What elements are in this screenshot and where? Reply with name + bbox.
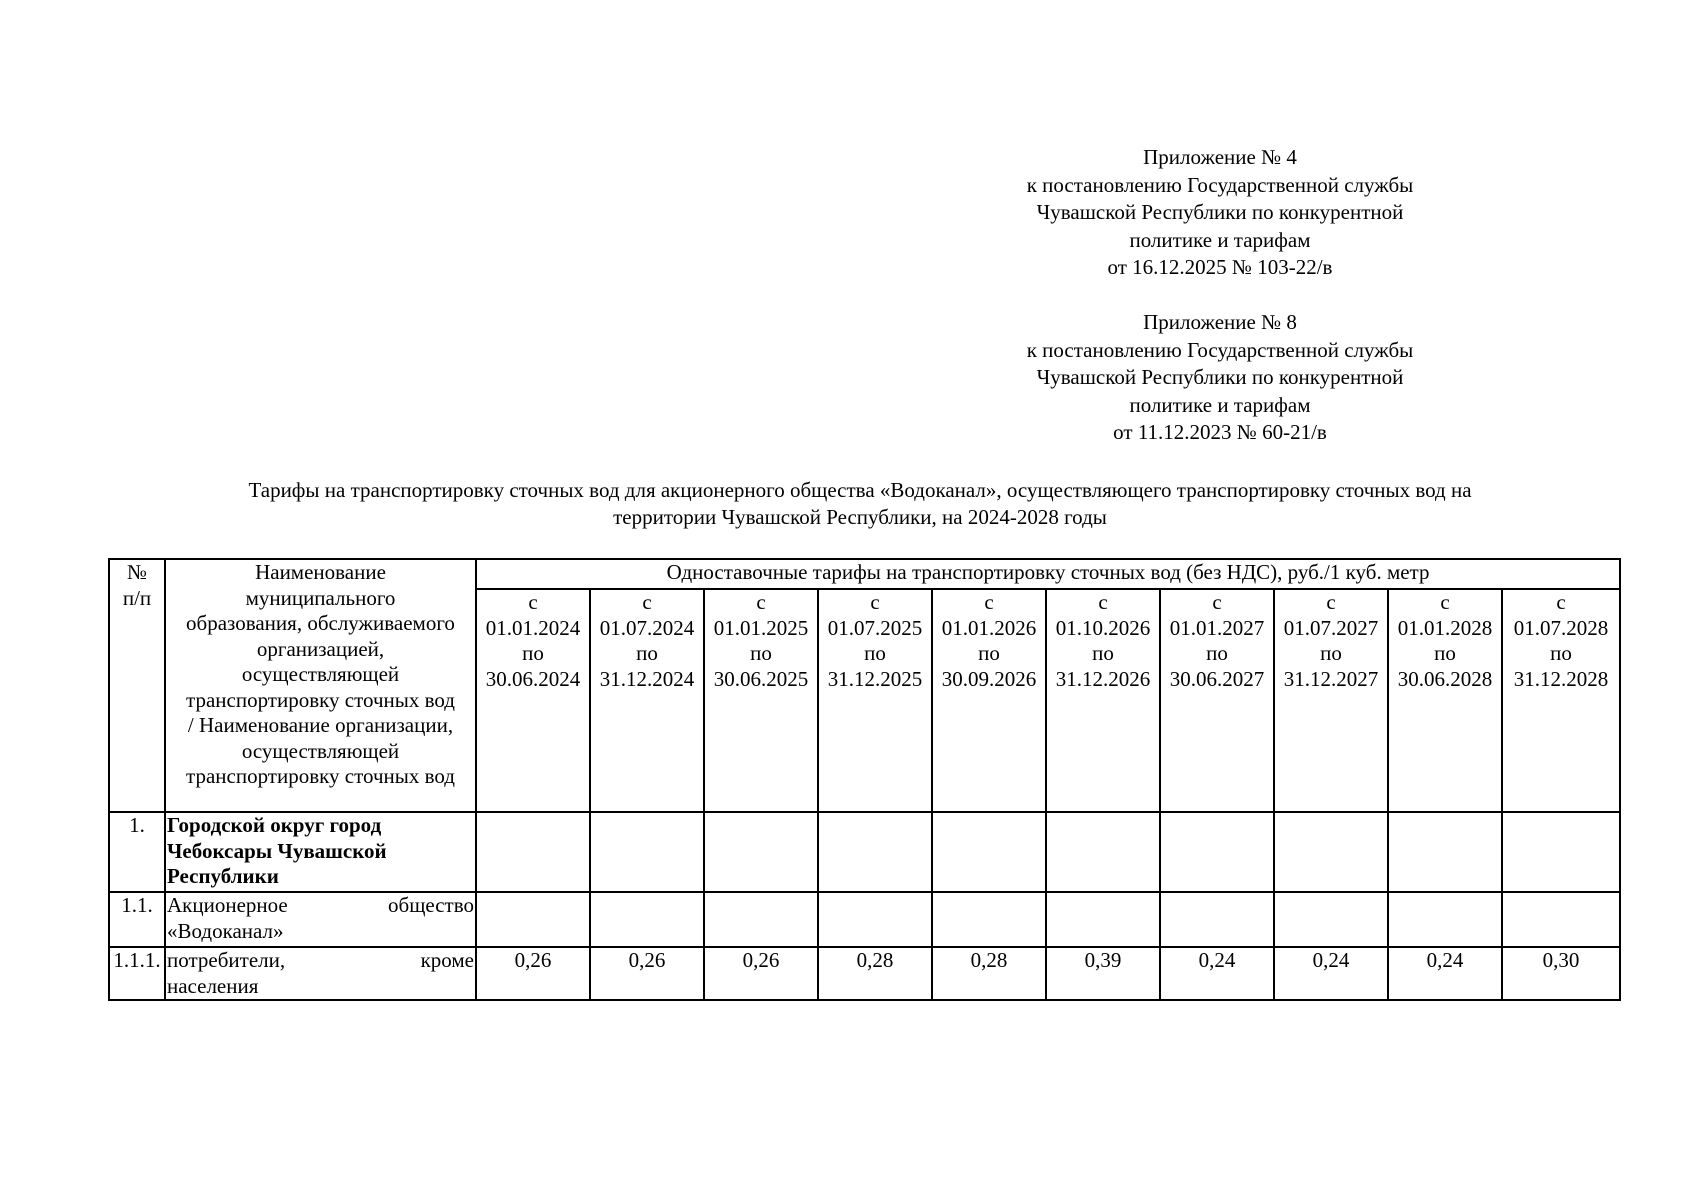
appendix-4-date-number: от 16.12.2025 № 103-22/в — [1107, 255, 1333, 279]
tariff-value-cell — [1046, 892, 1160, 947]
appendix-8-date-number: от 11.12.2023 № 60-21/в — [1113, 420, 1327, 444]
period-from-word: с — [756, 590, 766, 614]
row-number: 1. — [109, 812, 165, 892]
header-name-line: Наименование — [255, 560, 386, 584]
period-header-cell — [1160, 589, 1274, 812]
tariff-value-cell — [704, 812, 818, 892]
period-from-word: с — [1098, 590, 1108, 614]
period-from: 01.10.2026 — [1055, 615, 1151, 640]
period-to: 31.12.2028 — [1513, 666, 1609, 691]
period-from-word: с — [528, 590, 538, 614]
header-name-line: осуществляющей — [241, 662, 400, 686]
period-from-word: с — [870, 590, 880, 614]
appendix-8-title: Приложение № 8 — [1143, 310, 1297, 334]
appendix-4-line-2: Чувашской Республики по конкурентной — [1036, 200, 1404, 224]
period-to: 31.12.2025 — [827, 666, 923, 691]
tariff-value-cell — [1388, 812, 1502, 892]
tariff-value-cell — [1046, 812, 1160, 892]
row-name-line: Городской округ город — [167, 813, 382, 837]
row-name-line: Чебоксары Чувашской — [167, 838, 387, 863]
header-name-line: осуществляющей — [241, 738, 400, 763]
tariff-value-cell — [1160, 892, 1274, 947]
period-to-word: по — [1434, 641, 1456, 665]
period-from: 01.01.2024 — [485, 615, 581, 640]
tariff-value-cell — [1274, 892, 1388, 947]
tariff-value-cell — [1502, 892, 1620, 947]
period-to-word: по — [864, 641, 886, 665]
header-name-line: / Наименование организации, — [187, 713, 454, 737]
header-name-cell — [165, 559, 476, 812]
header-name-line: образования, обслуживаемого — [186, 611, 455, 635]
header-name-line: транспортировку сточных вод — [186, 687, 455, 712]
tariff-value-cell — [476, 892, 590, 947]
tariff-value-cell: 0,30 — [1502, 947, 1620, 1000]
period-from-word: с — [1440, 590, 1450, 614]
tariff-value-cell — [1160, 812, 1274, 892]
table-row — [109, 892, 1620, 947]
tariff-value-cell: 0,26 — [590, 947, 704, 1000]
header-number-cell — [109, 559, 165, 812]
header-tariff-group: Одноставочные тарифы на транспортировку сточных вод (без НДС), руб./1 куб. метр — [476, 559, 1620, 589]
appendix-4-title: Приложение № 4 — [1143, 145, 1297, 169]
tariff-value-cell — [1502, 812, 1620, 892]
header-name-line: транспортировку сточных вод — [186, 764, 455, 788]
period-from: 01.01.2027 — [1169, 615, 1265, 640]
period-to-word: по — [1320, 641, 1342, 665]
row-name-line: Акционерное общество — [167, 893, 474, 917]
appendix-8-line-2: Чувашской Республики по конкурентной — [1036, 365, 1404, 389]
period-to: 31.12.2024 — [599, 666, 695, 691]
appendix-4-block — [1000, 144, 1440, 282]
tariff-value-cell: 0,26 — [704, 947, 818, 1000]
period-from: 01.07.2024 — [599, 615, 695, 640]
period-to-word: по — [1550, 641, 1572, 665]
tariff-value-cell: 0,26 — [476, 947, 590, 1000]
period-from-word: с — [1556, 590, 1566, 614]
tariff-value-cell — [1274, 812, 1388, 892]
period-header-cell — [590, 589, 704, 812]
tariff-value-cell — [932, 892, 1046, 947]
tariff-value-cell: 0,24 — [1274, 947, 1388, 1000]
table-row — [109, 947, 1620, 1000]
tariff-value-cell — [590, 812, 704, 892]
period-from: 01.01.2025 — [713, 615, 809, 640]
period-from-word: с — [984, 590, 994, 614]
tariff-value-cell: 0,39 — [1046, 947, 1160, 1000]
header-number-line-2: п/п — [122, 585, 152, 610]
period-header-cell — [818, 589, 932, 812]
period-header-cell — [932, 589, 1046, 812]
period-header-cell — [704, 589, 818, 812]
period-to-word: по — [978, 641, 1000, 665]
row-name — [165, 892, 476, 947]
period-to: 30.06.2027 — [1169, 666, 1265, 691]
period-from-word: с — [1326, 590, 1336, 614]
period-from-word: с — [642, 590, 652, 614]
period-from-word: с — [1212, 590, 1222, 614]
document-title-line-1: Тарифы на транспортировку сточных вод для акционерного общества «Водоканал», осуществляющего транспортировку сточных вод на — [248, 478, 1472, 502]
period-from: 01.07.2027 — [1283, 615, 1379, 640]
header-number-line-1: № — [126, 560, 148, 584]
period-header-cell — [1502, 589, 1620, 812]
period-from: 01.07.2028 — [1513, 615, 1609, 640]
appendix-8-line-1: к постановлению Государственной службы — [1026, 337, 1414, 362]
period-to: 30.06.2028 — [1397, 666, 1493, 691]
tariff-value-cell — [1388, 892, 1502, 947]
tariff-value-cell: 0,24 — [1388, 947, 1502, 1000]
tariff-value-cell: 0,24 — [1160, 947, 1274, 1000]
period-header-cell — [476, 589, 590, 812]
tariff-value-cell — [704, 892, 818, 947]
row-name-line: «Водоканал» — [167, 918, 284, 943]
period-to-word: по — [750, 641, 772, 665]
row-name — [165, 947, 476, 1000]
period-to: 30.06.2025 — [713, 666, 809, 691]
tariff-value-cell — [590, 892, 704, 947]
row-name-line: Республики — [167, 864, 279, 888]
header-name-line: муниципального — [245, 585, 396, 610]
tariff-value-cell — [476, 812, 590, 892]
period-from: 01.01.2026 — [941, 615, 1037, 640]
period-to-word: по — [1092, 641, 1114, 665]
tariff-value-cell — [818, 892, 932, 947]
header-row-1 — [109, 559, 1620, 589]
period-to-word: по — [636, 641, 658, 665]
appendix-8-line-3: политике и тарифам — [1129, 392, 1311, 417]
row-name-line: населения — [167, 973, 259, 998]
tariff-value-cell — [932, 812, 1046, 892]
row-name-line: потребители, кроме — [167, 948, 474, 972]
row-number: 1.1. — [109, 892, 165, 947]
period-header-cell — [1046, 589, 1160, 812]
period-header-cell — [1274, 589, 1388, 812]
period-from: 01.01.2028 — [1397, 615, 1493, 640]
document-title-line-2: территории Чувашской Республики, на 2024-2028 годы — [613, 505, 1107, 529]
period-to-word: по — [1206, 641, 1228, 665]
row-number: 1.1.1. — [109, 947, 165, 1000]
tariff-value-cell — [818, 812, 932, 892]
tariff-value-cell: 0,28 — [818, 947, 932, 1000]
period-to: 31.12.2027 — [1283, 666, 1379, 691]
table-row — [109, 812, 1620, 892]
tariffs-table — [108, 558, 1621, 1001]
period-header-cell — [1388, 589, 1502, 812]
period-to: 31.12.2026 — [1055, 666, 1151, 691]
period-to-word: по — [522, 641, 544, 665]
row-name — [165, 812, 476, 892]
period-to: 30.09.2026 — [941, 666, 1037, 691]
appendix-4-line-1: к постановлению Государственной службы — [1026, 172, 1414, 197]
appendix-8-block — [1000, 309, 1440, 447]
period-from: 01.07.2025 — [827, 615, 923, 640]
appendix-4-line-3: политике и тарифам — [1129, 227, 1311, 252]
document-title — [110, 477, 1610, 531]
period-to: 30.06.2024 — [485, 666, 581, 691]
header-name-line: организацией, — [256, 636, 385, 661]
tariff-value-cell: 0,28 — [932, 947, 1046, 1000]
